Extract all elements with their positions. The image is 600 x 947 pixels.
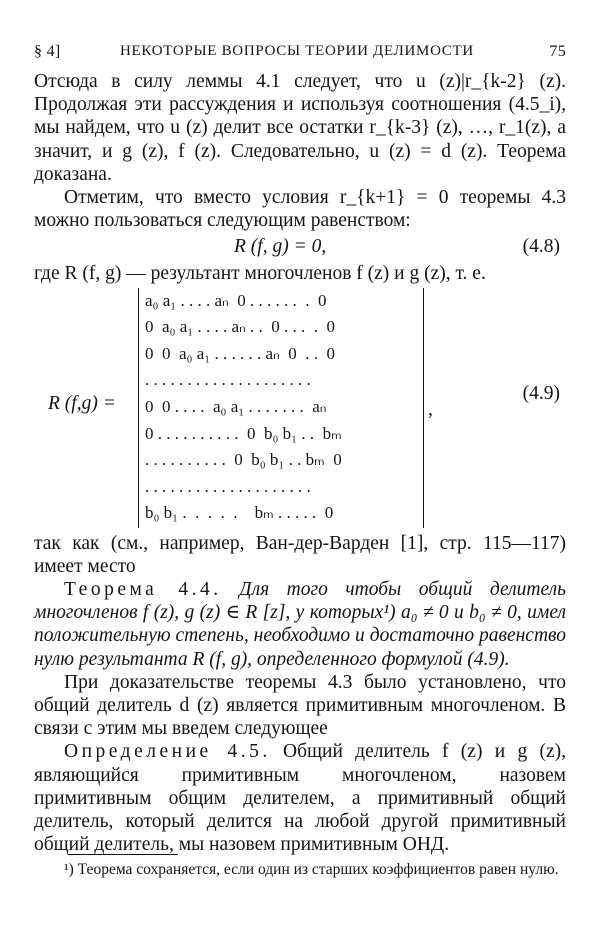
- theorem-4-4: [34, 578, 566, 671]
- definition-4-5-heading: Определение 4.5.: [64, 741, 271, 763]
- determinant-comma: ,: [428, 398, 433, 420]
- matrix-row: 0 0 a₀ a₁ . . . . . . aₙ 0 . . 0: [145, 343, 336, 363]
- equation-4-8-number: (4.8): [522, 236, 560, 258]
- determinant-4-9: [34, 288, 566, 532]
- matrix-row: . . . . . . . . . . . . . . . . . . . .: [145, 476, 311, 496]
- definition-4-5: [34, 740, 566, 856]
- footnote-rule: [68, 854, 178, 855]
- paragraph-remark: Отметим, что вместо условия r_{k+1} = 0 теоремы 4.3 можно пользоваться следующим равенством:: [34, 187, 566, 232]
- equation-4-9-number: (4.9): [522, 382, 560, 404]
- determinant-lhs: R (f,g) =: [48, 392, 116, 414]
- paragraph-reference: так как (см., например, Ван-дер-Варден [1], стр. 115—117) имеет место: [34, 532, 566, 577]
- matrix-row: 0 . . . . . . . . . . 0 b₀ b₁ . . bₘ: [145, 423, 342, 443]
- paragraph-resultant-def: где R (f, g) — результант многочленов f (z) и g (z), т. е.: [34, 263, 486, 285]
- theorem-4-4-statement: Для того чтобы общий делитель многочленов f (z), g (z) ∈ R [z], у которых¹) a₀ ≠ 0 и b₀ ≠ 0, имел положительную степень, необходимо и достаточно равенство нулю результанта R (f, g), определенного формулой (4.9).: [34, 579, 566, 670]
- page-number: 75: [549, 43, 566, 60]
- section-marker: § 4]: [34, 43, 61, 60]
- matrix-row: . . . . . . . . . . 0 b₀ b₁ . . bₘ 0: [145, 450, 342, 470]
- running-title: НЕКОТОРЫЕ ВОПРОСЫ ТЕОРИИ ДЕЛИМОСТИ: [120, 43, 474, 59]
- paragraph-primitive-divisor: При доказательстве теоремы 4.3 было установлено, что общий делитель d (z) является примитивным многочленом. В связи с этим мы введем следующее: [34, 671, 566, 740]
- paragraph-proof-end: Отсюда в силу леммы 4.1 следует, что u (z)|r_{k-2} (z). Продолжая эти рассуждения и используя соотношения (4.5_i), мы найдем, что u (z) делит все остатки r_{k-3} (z), …, r_1(z), а значит, и g (z), f (z). Следовательно, u (z) = d (z). Теорема доказана.: [34, 71, 566, 185]
- theorem-4-4-heading: Теорема 4.4.: [64, 579, 222, 601]
- footnote: ¹) Теорема сохраняется, если один из старших коэффициентов равен нулю.: [64, 861, 559, 878]
- matrix-row: a₀ a₁ . . . . aₙ 0 . . . . . . . 0: [145, 290, 327, 310]
- running-header: [34, 40, 566, 70]
- matrix-row: 0 a₀ a₁ . . . . aₙ . . 0 . . . . 0: [145, 317, 336, 337]
- definition-4-5-body: Общий делитель f (z) и g (z), являющийся примитивным многочленом, назовем примитивным общим делителем, а примитивный общий делитель, который делится на любой другой примитивный общий делитель, мы назовем примитивным ОНД.: [34, 741, 567, 856]
- matrix-row: b₀ b₁ . . . . . bₘ . . . . . 0: [145, 503, 334, 523]
- matrix-row: 0 0 . . . . a₀ a₁ . . . . . . . aₙ: [145, 397, 327, 416]
- equation-4-8-expression: R (f, g) = 0,: [234, 236, 327, 258]
- matrix-row: . . . . . . . . . . . . . . . . . . . .: [145, 370, 311, 390]
- equation-4-8: [34, 232, 566, 262]
- determinant-matrix: [138, 288, 424, 528]
